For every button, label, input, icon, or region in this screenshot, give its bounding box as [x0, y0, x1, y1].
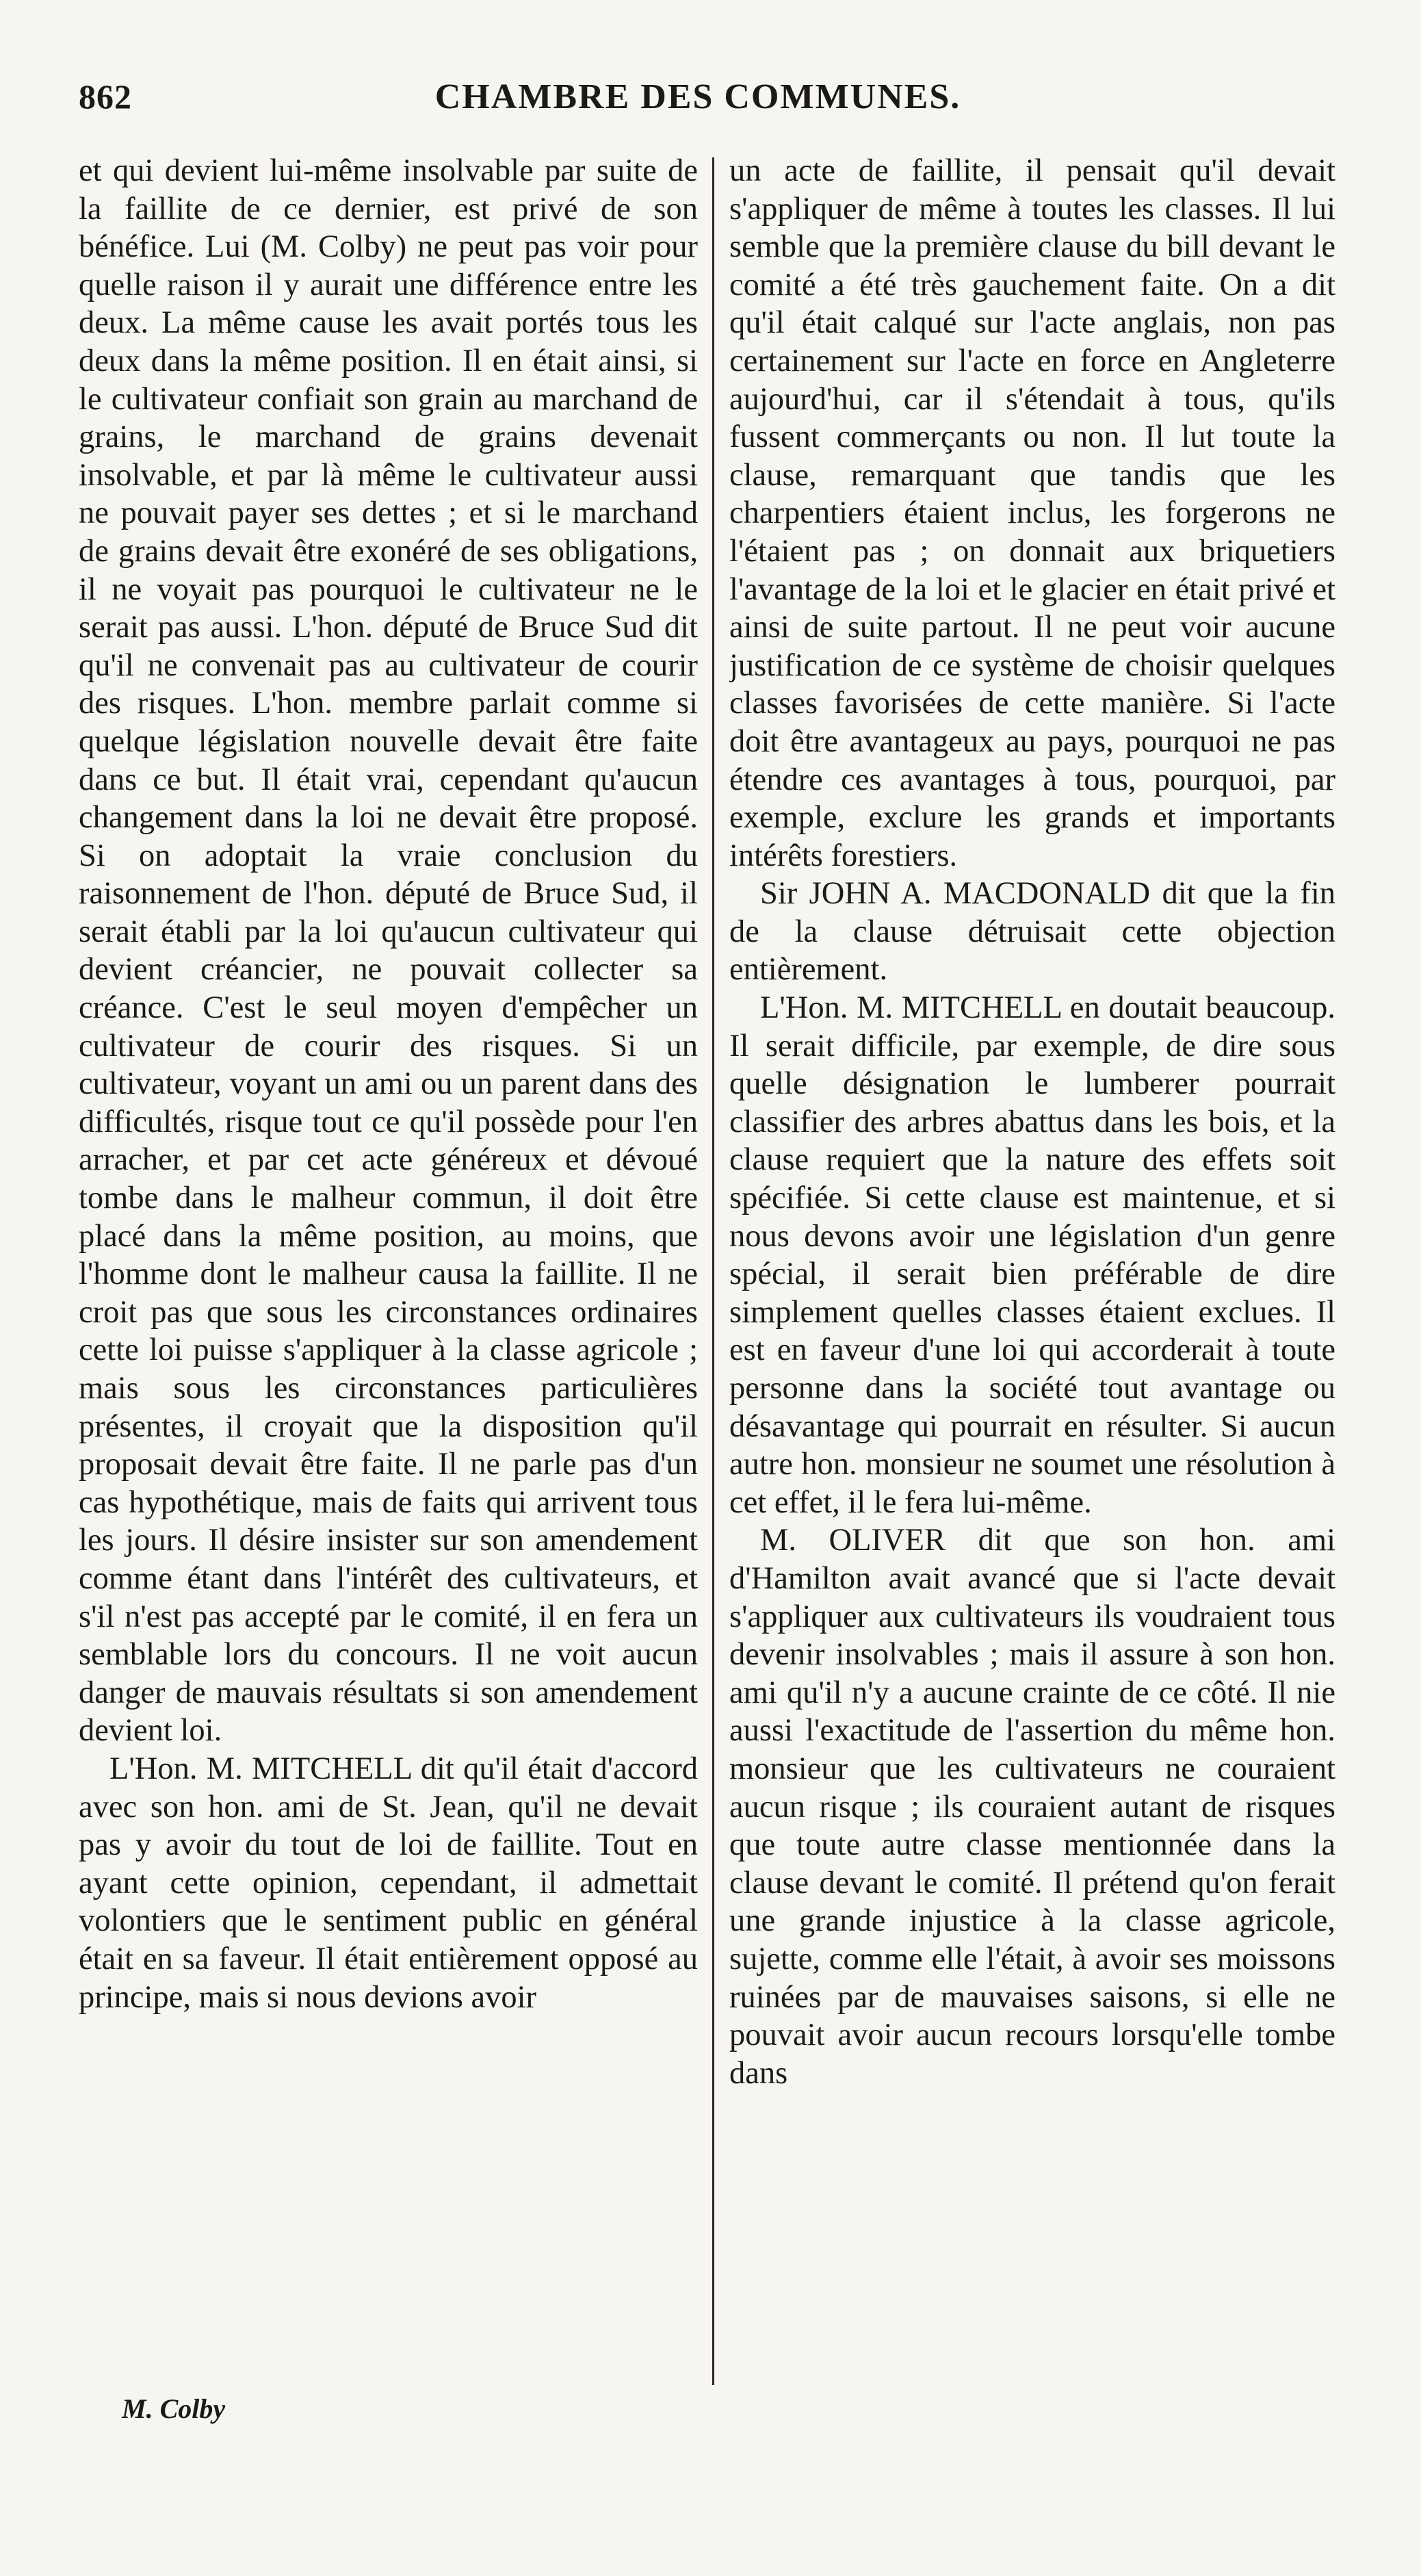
paragraph: L'Hon. M. MITCHELL en doutait beaucoup. Il serait difficile, par exemple, de dire sous quelle désignation le lumberer pourrait classifier des arbres abattus dans les bois, et la clause requiert que la nature des effets soit spécifiée. Si cette clause est maintenue, et si nous devons avoir une législation d'un genre spécial, il serait bien préférable de dire simplement quelles classes étaient exclues. Il est en faveur d'une loi qui accorderait à toute personne dans la société tout avantage ou désavantage qui pourrait en résulter. Si aucun autre hon. monsieur ne soumet une résolution à cet effet, il le fera lui-même. [729, 990, 1335, 1520]
footer-speaker-name: M. Colby [122, 2393, 226, 2424]
paragraph: un acte de faillite, il pensait qu'il devait s'appliquer de même à toutes les classes. Il lui semble que la première clause du bill devant le comité a été très gauchement faite. On a dit qu'il était calqué sur l'acte anglais, non pas certainement sur l'acte en force en Angleterre aujourd'hui, car il s'étendait à tous, qu'ils fussent commerçants ou non. Il lut toute la clause, remarquant que tandis que les charpentiers étaient inclus, les forgerons ne l'étaient pas ; on donnait aux briquetiers l'avantage de la loi et le glacier en était privé et ainsi de suite partout. Il ne peut voir aucune justification de ce système de choisir quelques classes favorisées de cette manière. Si l'acte doit être avantageux au pays, pourquoi ne pas étendre ces avantages à tous, pourquoi, par exemple, exclure les grands et importants intérêts forestiers. [729, 153, 1335, 873]
right-column [729, 152, 1335, 2383]
page-header [79, 77, 1317, 131]
paragraph: et qui devient lui-même insolvable par suite de la faillite de ce dernier, est privé de son bénéfice. Lui (M. Colby) ne peut pas voir pour quelle raison il y aurait une différence entre les deux. La même cause les avait portés tous les deux dans la même position. Il en était ainsi, si le cultivateur confiait son grain au marchand de grains, le marchand de grains devenait insolvable, et par là même le cultivateur aussi ne pouvait payer ses dettes ; et si le marchand de grains devait être exonéré de ses obligations, il ne voyait pas pourquoi le cultivateur ne le serait pas aussi. L'hon. député de Bruce Sud dit qu'il ne convenait pas au cultivateur de courir des risques. L'hon. membre parlait comme si quelque législation nouvelle devait être faite dans ce but. Il était vrai, cependant qu'aucun changement dans la loi ne devait être proposé. Si on adoptait la vraie conclusion du raisonnement de l'hon. député de Bruce Sud, il serait établi par la loi qu'aucun cultivateur qui devient créancier, ne pouvait collecter sa créance. C'est le seul moyen d'empêcher un cultivateur de courir des risques. Si un cultivateur, voyant un ami ou un parent dans des difficultés, risque tout ce qu'il possède pour l'en arracher, et par cet acte généreux et dévoué tombe dans le malheur commun, il doit être placé dans la même position, au moins, que l'homme dont le malheur causa la faillite. Il ne croit pas que sous les circonstances ordinaires cette loi puisse s'appliquer à la classe agricole ; mais sous les circonstances particulières présentes, il croyait que la disposition qu'il proposait devait être faite. Il ne parle pas d'un cas hypothétique, mais de faits qui arrivent tous les jours. Il désire insister sur son amendement comme étant dans l'intérêt des cultivateurs, et s'il n'est pas accepté par le comité, il en fera un semblable lors du concours. Il ne voit aucun danger de mauvais résultats si son amendement devient loi. [79, 153, 698, 1749]
column-divider [712, 157, 714, 2385]
running-title: CHAMBRE DES COMMUNES. [434, 77, 961, 116]
page-number: 862 [79, 77, 132, 116]
paragraph: M. OLIVER dit que son hon. ami d'Hamilton avait avancé que si l'acte devait s'appliquer aux cultivateurs ils voudraient tous devenir insolvables ; mais il assure à son hon. ami qu'il n'y a aucune crainte de ce côté. Il nie aussi l'exactitude de l'assertion du même hon. monsieur que les cultivateurs ne couraient aucun risque ; ils couraient autant de risques que toute autre classe mentionnée dans la clause devant le comité. Il prétend qu'on ferait une grande injustice à la classe agricole, sujette, comme elle l'était, à avoir ses moissons ruinées par de mauvaises saisons, si elle ne pouvait avoir aucun recours lorsqu'elle tombe dans [729, 1523, 1335, 2091]
paragraph: Sir JOHN A. MACDONALD dit que la fin de la clause détruisait cette objection entièrement. [729, 876, 1335, 988]
left-column [79, 152, 698, 2383]
paragraph: L'Hon. M. MITCHELL dit qu'il était d'accord avec son hon. ami de St. Jean, qu'il ne devait pas y avoir du tout de loi de faillite. Tout en ayant cette opinion, cependant, il admettait volontiers que le sentiment public en général était en sa faveur. Il était entièrement opposé au principe, mais si nous devions avoir [79, 1751, 698, 2015]
